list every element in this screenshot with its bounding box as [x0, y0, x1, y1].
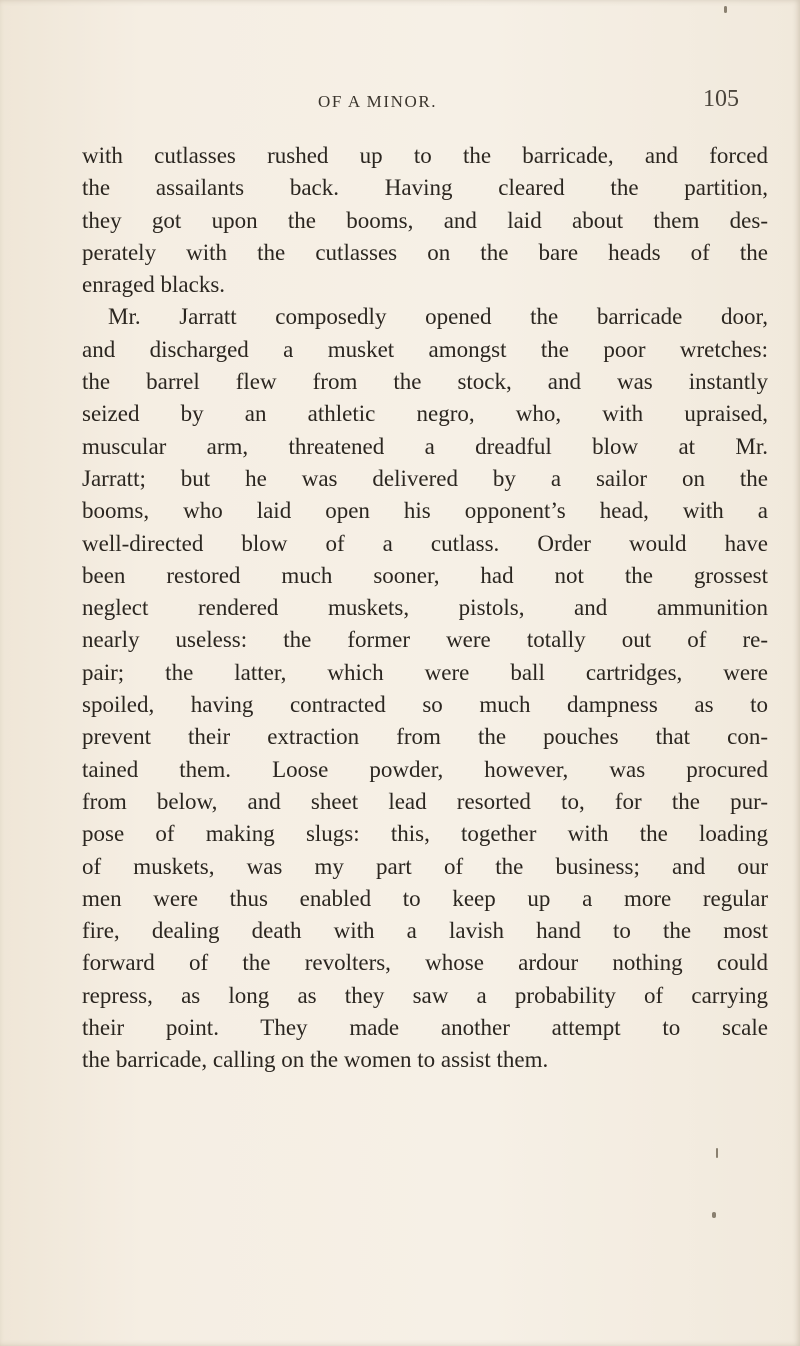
- text-line: forward of the revolters, whose ardour nothing could: [82, 950, 768, 976]
- text-line: been restored much sooner, had not the grossest: [82, 562, 768, 588]
- text-line: nearly useless: the former were totally out of re-: [82, 627, 768, 653]
- text-line: Mr. Jarratt composedly opened the barricade door,: [108, 304, 768, 330]
- page-number: 105: [703, 86, 739, 112]
- text-line: neglect rendered muskets, pistols, and ammunition: [82, 595, 768, 621]
- text-line: men were thus enabled to keep up a more regular: [82, 885, 768, 911]
- text-line: well-directed blow of a cutlass. Order would have: [82, 530, 768, 556]
- text-line: tained them. Loose powder, however, was procured: [82, 756, 768, 782]
- text-line: their point. They made another attempt to scale: [82, 1015, 768, 1041]
- text-line: perately with the cutlasses on the bare heads of the: [82, 239, 768, 265]
- text-line: enraged blacks.: [82, 272, 226, 298]
- text-line: the assailants back. Having cleared the partition,: [82, 175, 768, 201]
- text-line: booms, who laid open his opponent’s head, with a: [82, 498, 768, 524]
- text-line: they got upon the booms, and laid about them des-: [82, 207, 768, 233]
- text-line: Jarratt; but he was delivered by a sailor on the: [82, 465, 768, 491]
- paper-speck: [724, 6, 727, 13]
- running-head: [0, 86, 800, 126]
- text-line: from below, and sheet lead resorted to, for the pur-: [82, 788, 768, 814]
- text-line: spoiled, having contracted so much dampness as to: [82, 692, 768, 718]
- text-line: muscular arm, threatened a dreadful blow at Mr.: [82, 433, 768, 459]
- text-line: and discharged a musket amongst the poor wretches:: [82, 336, 768, 362]
- text-line: pair; the latter, which were ball cartridges, were: [82, 659, 768, 685]
- text-line: pose of making slugs: this, together with the loading: [82, 821, 768, 847]
- text-line: of muskets, was my part of the business; and our: [82, 853, 768, 879]
- text-line: fire, dealing death with a lavish hand to the most: [82, 918, 768, 944]
- body-text: [82, 140, 768, 1077]
- paper-speck: [716, 1148, 718, 1158]
- text-line: the barrel flew from the stock, and was instantly: [82, 369, 768, 395]
- text-line: prevent their extraction from the pouches that con-: [82, 724, 768, 750]
- paper-speck: [712, 1212, 716, 1218]
- text-line: seized by an athletic negro, who, with upraised,: [82, 401, 768, 427]
- text-line: with cutlasses rushed up to the barricade, and forced: [82, 143, 768, 168]
- running-title: OF A MINOR.: [318, 92, 438, 111]
- text-line: the barricade, calling on the women to assist them.: [82, 1047, 549, 1073]
- text-line: repress, as long as they saw a probability of carrying: [82, 982, 768, 1008]
